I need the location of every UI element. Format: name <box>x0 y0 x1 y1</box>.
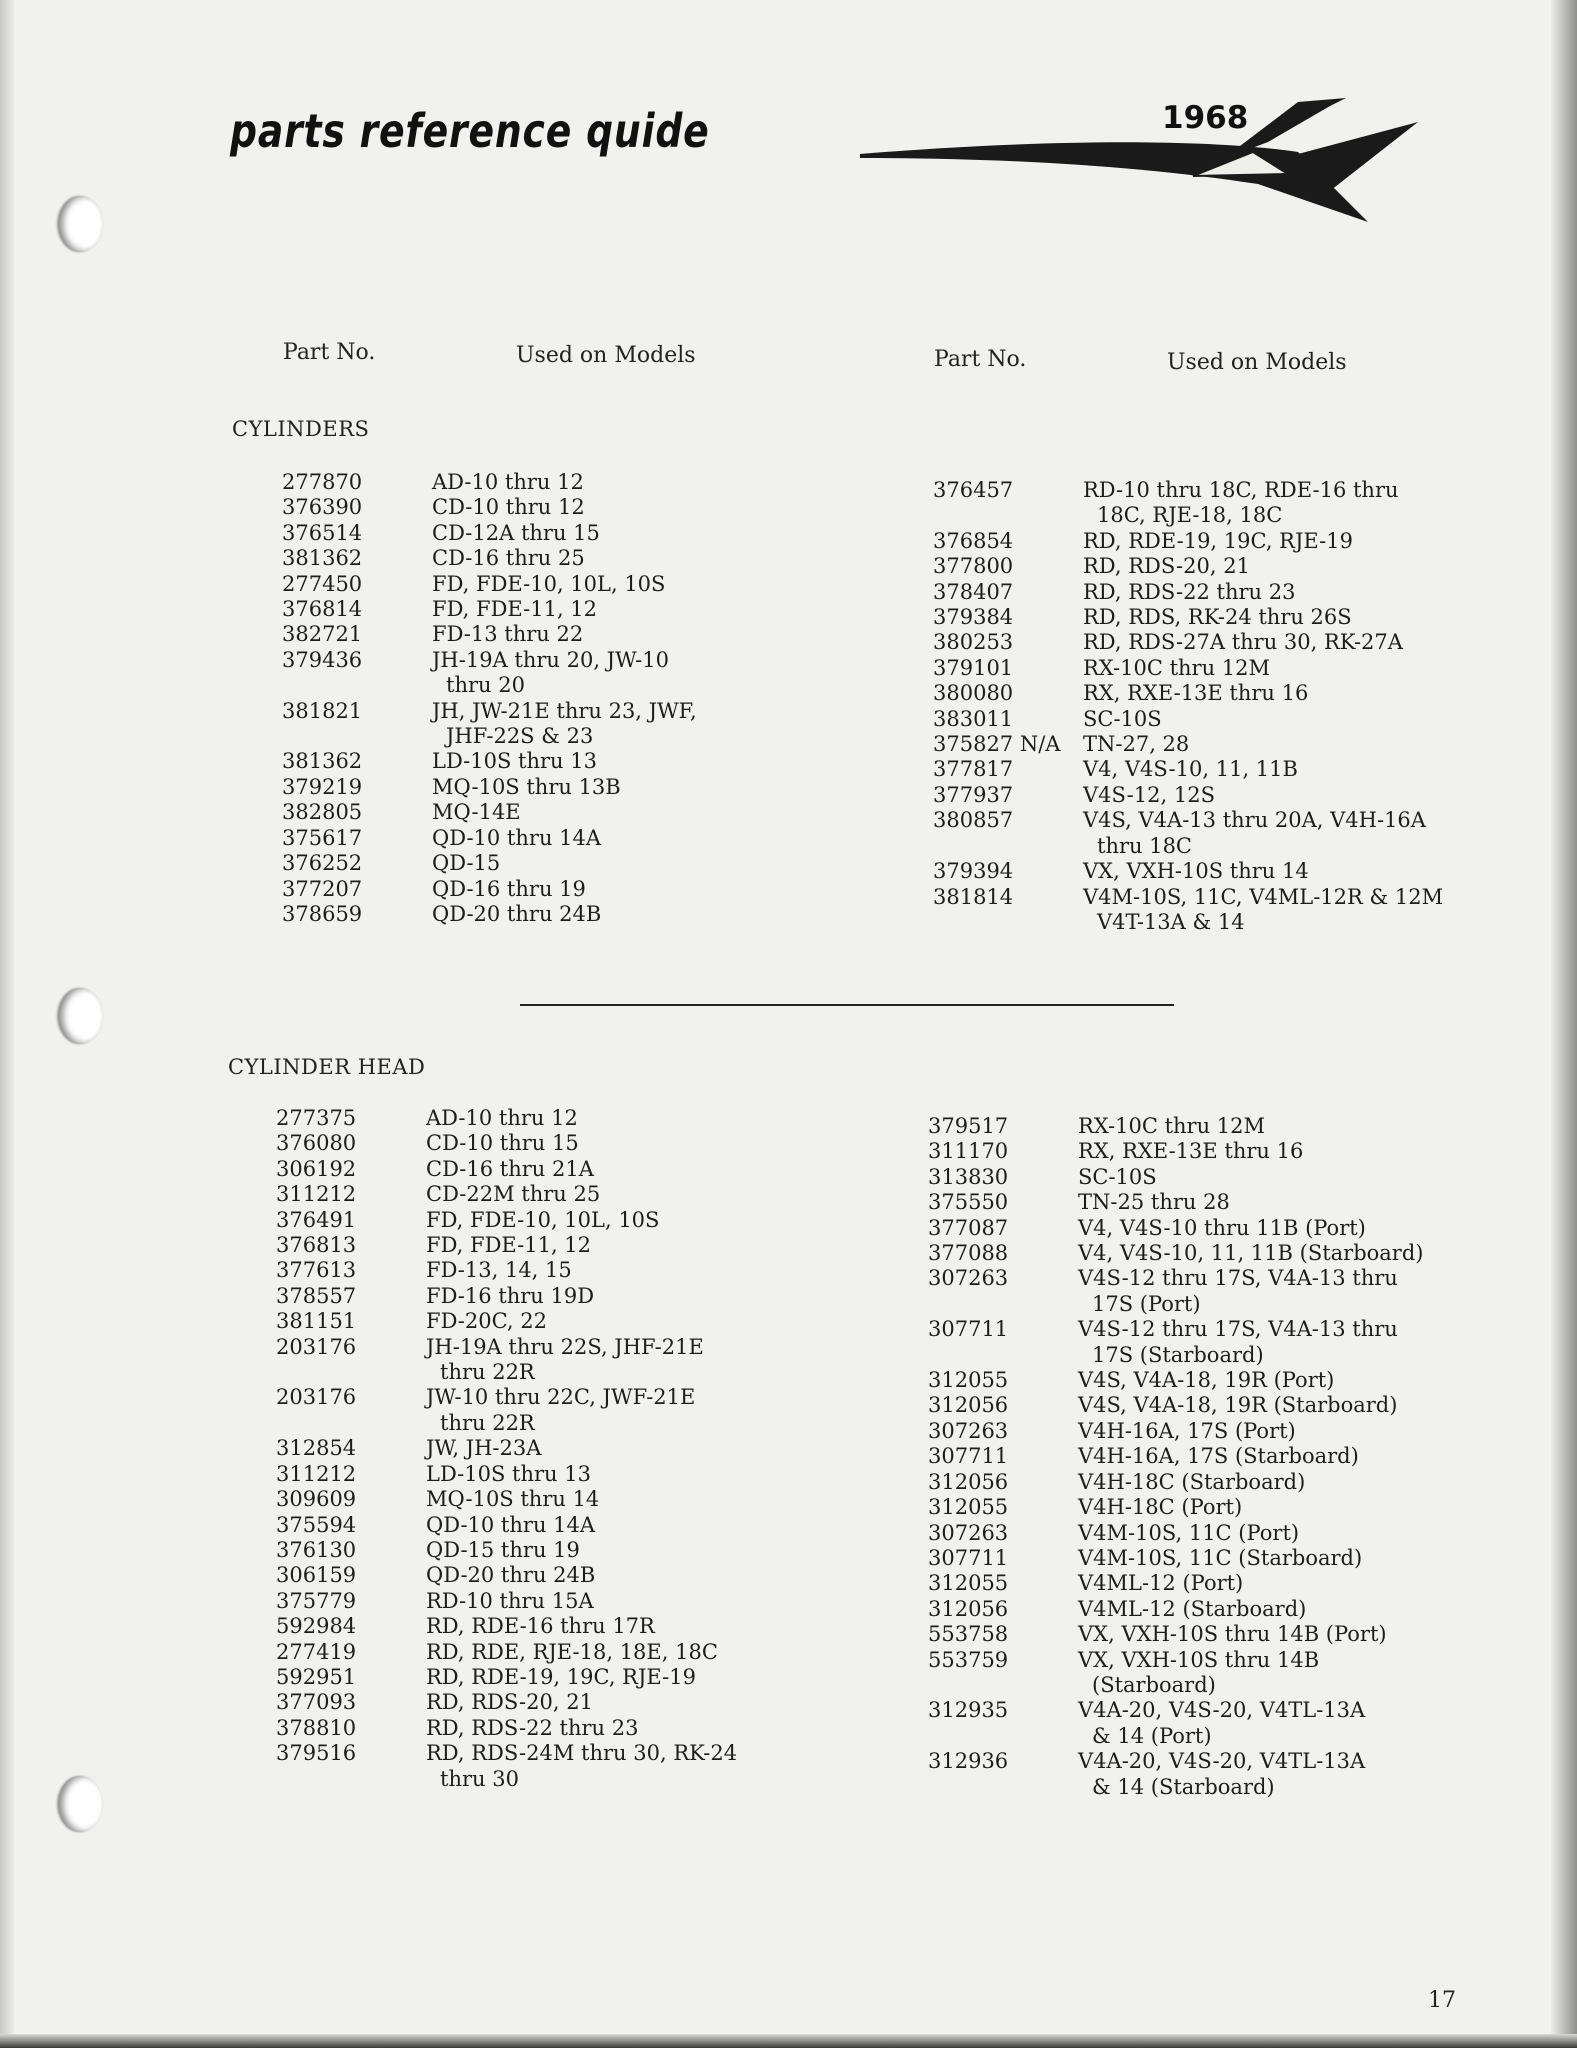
used-on-models: AD-10 thru 12 <box>432 470 584 494</box>
part-number <box>933 503 1083 528</box>
section-title-cylinder-head: CYLINDER HEAD <box>228 1055 426 1079</box>
part-number: 376252 <box>282 851 363 876</box>
part-number: 379517 <box>928 1114 1009 1138</box>
used-on-models: V4S-12 thru 17S, V4A-13 thru <box>1078 1266 1398 1291</box>
part-row <box>282 724 697 749</box>
part-row <box>282 699 697 724</box>
used-on-models: RD, RDS-20, 21 <box>1083 554 1250 579</box>
part-number: 311170 <box>928 1139 1009 1164</box>
part-number: 306159 <box>276 1563 357 1588</box>
part-number <box>276 1360 426 1385</box>
used-on-models: QD-15 <box>432 851 501 876</box>
part-number: 307711 <box>928 1444 1009 1469</box>
used-on-models: RD, RDE, RJE-18, 18E, 18C <box>426 1639 718 1664</box>
part-number: 377087 <box>928 1215 1009 1240</box>
used-on-models: V4M-10S, 11C (Starboard) <box>1078 1545 1363 1570</box>
part-number: 381362 <box>282 546 363 571</box>
part-number: 380857 <box>933 808 1014 833</box>
part-row <box>276 1716 737 1741</box>
part-number: 312936 <box>928 1749 1009 1774</box>
part-row <box>933 885 1443 910</box>
used-on-models: thru 22R <box>440 1410 535 1435</box>
part-number: 277419 <box>276 1639 357 1664</box>
part-number <box>276 1411 426 1436</box>
part-number: 307711 <box>928 1545 1009 1570</box>
part-number: 307263 <box>928 1520 1009 1545</box>
part-row <box>276 1589 737 1614</box>
used-on-models: RD, RDS-24M thru 30, RK-24 <box>426 1741 738 1766</box>
part-row <box>276 1741 737 1766</box>
used-on-models: & 14 (Port) <box>1092 1723 1212 1748</box>
part-number: 377800 <box>933 554 1014 579</box>
part-number: 376814 <box>282 597 363 622</box>
part-row <box>276 1436 737 1461</box>
swoosh-logo <box>858 92 1498 242</box>
used-on-models: CD-12A thru 15 <box>432 520 600 545</box>
used-on-models: (Starboard) <box>1092 1672 1216 1697</box>
part-row <box>928 1470 1424 1495</box>
part-row <box>928 1343 1424 1368</box>
part-number: 382721 <box>282 622 363 647</box>
page-left-edge <box>0 0 14 2048</box>
part-row <box>276 1309 737 1334</box>
used-on-models: QD-16 thru 19 <box>432 876 586 901</box>
used-on-models: RX, RXE-13E thru 16 <box>1078 1139 1304 1164</box>
part-row <box>276 1767 737 1792</box>
part-row <box>282 546 697 571</box>
part-number <box>928 1673 1078 1698</box>
part-row <box>933 834 1443 859</box>
used-on-models: FD-20C, 22 <box>426 1309 548 1334</box>
part-number: 376457 <box>933 478 1014 502</box>
part-number: 312055 <box>928 1495 1009 1520</box>
part-row <box>928 1216 1424 1241</box>
part-row <box>933 732 1443 757</box>
used-on-models: V4S, V4A-13 thru 20A, V4H-16A <box>1083 808 1426 833</box>
part-number: 277450 <box>282 571 363 596</box>
used-on-models: RD, RDE-19, 19C, RJE-19 <box>1083 528 1353 553</box>
used-on-models: SC-10S <box>1083 706 1162 731</box>
part-row <box>276 1182 737 1207</box>
binder-hole <box>58 1776 102 1832</box>
part-number: 375550 <box>928 1190 1009 1215</box>
used-on-models: V4ML-12 (Port) <box>1078 1571 1244 1596</box>
part-row <box>282 495 697 520</box>
used-on-models: RD, RDS-27A thru 30, RK-27A <box>1083 630 1403 655</box>
section-title-cylinders: CYLINDERS <box>232 417 370 441</box>
part-row <box>276 1462 737 1487</box>
part-number <box>282 724 432 749</box>
part-number: 203176 <box>276 1334 357 1359</box>
used-on-models: thru 20 <box>446 673 525 698</box>
part-number: 312055 <box>928 1368 1009 1393</box>
used-on-models: V4S, V4A-18, 19R (Starboard) <box>1078 1393 1398 1418</box>
part-row <box>282 521 697 546</box>
part-number: 375594 <box>276 1512 357 1537</box>
part-number: 378407 <box>933 579 1014 604</box>
part-number: 306192 <box>276 1156 357 1181</box>
used-on-models: RD, RDS, RK-24 thru 26S <box>1083 605 1352 630</box>
used-on-models: RX-10C thru 12M <box>1078 1114 1266 1138</box>
column-header-part-no: Part No. <box>283 340 376 365</box>
part-row <box>933 478 1443 503</box>
part-row <box>928 1571 1424 1596</box>
used-on-models: RD, RDE-16 thru 17R <box>426 1614 655 1639</box>
year-label: 1968 <box>1162 100 1249 136</box>
part-row <box>282 851 697 876</box>
used-on-models: V4H-16A, 17S (Port) <box>1078 1418 1296 1443</box>
part-number: 378557 <box>276 1283 357 1308</box>
used-on-models: RD-10 thru 15A <box>426 1588 594 1613</box>
part-number: 379384 <box>933 605 1014 630</box>
used-on-models: JHF-22S & 23 <box>446 724 594 749</box>
used-on-models: & 14 (Starboard) <box>1092 1774 1275 1799</box>
part-row <box>933 605 1443 630</box>
used-on-models: V4S-12 thru 17S, V4A-13 thru <box>1078 1317 1398 1342</box>
page-right-edge <box>1551 0 1577 2048</box>
part-number: 377937 <box>933 782 1014 807</box>
part-row <box>276 1131 737 1156</box>
part-row <box>933 757 1443 782</box>
part-row <box>282 749 697 774</box>
part-row <box>276 1513 737 1538</box>
used-on-models: thru 30 <box>440 1766 519 1791</box>
part-number: 376514 <box>282 520 363 545</box>
used-on-models: 18C, RJE-18, 18C <box>1097 503 1283 528</box>
part-number: 378659 <box>282 901 363 926</box>
part-number: 378810 <box>276 1715 357 1740</box>
used-on-models: VX, VXH-10S thru 14B (Port) <box>1078 1622 1387 1647</box>
part-row <box>276 1335 737 1360</box>
used-on-models: thru 22R <box>440 1360 535 1385</box>
part-row <box>276 1640 737 1665</box>
used-on-models: RD-10 thru 18C, RDE-16 thru <box>1083 478 1399 502</box>
part-row <box>276 1487 737 1512</box>
used-on-models: CD-10 thru 12 <box>432 495 585 520</box>
used-on-models: JW, JH-23A <box>426 1436 542 1461</box>
used-on-models: CD-16 thru 25 <box>432 546 585 571</box>
part-row <box>928 1546 1424 1571</box>
part-row <box>276 1614 737 1639</box>
used-on-models: V4M-10S, 11C, V4ML-12R & 12M <box>1083 884 1444 909</box>
used-on-models: V4S, V4A-18, 19R (Port) <box>1078 1368 1335 1393</box>
part-number: 379394 <box>933 859 1014 884</box>
part-number <box>928 1292 1078 1317</box>
part-number: 592951 <box>276 1664 357 1689</box>
part-number: 381814 <box>933 884 1014 909</box>
part-row <box>933 783 1443 808</box>
part-row <box>933 554 1443 579</box>
binder-hole <box>58 196 102 252</box>
used-on-models: 17S (Port) <box>1092 1291 1201 1316</box>
used-on-models: V4S-12, 12S <box>1083 782 1215 807</box>
part-row <box>928 1317 1424 1342</box>
used-on-models: 17S (Starboard) <box>1092 1342 1264 1367</box>
part-number: 377088 <box>928 1241 1009 1266</box>
part-number <box>933 910 1083 935</box>
column-header-used-on-models: Used on Models <box>1167 350 1347 375</box>
used-on-models: LD-10S thru 13 <box>432 749 597 774</box>
part-number: 277870 <box>282 470 363 494</box>
part-number: 377093 <box>276 1690 357 1715</box>
part-number: 381151 <box>276 1309 357 1334</box>
part-row <box>928 1597 1424 1622</box>
part-number: 376854 <box>933 528 1014 553</box>
used-on-models: V4A-20, V4S-20, V4TL-13A <box>1078 1698 1366 1723</box>
part-number: 376491 <box>276 1207 357 1232</box>
part-number: 312854 <box>276 1436 357 1461</box>
part-number: 553758 <box>928 1622 1009 1647</box>
used-on-models: V4H-16A, 17S (Starboard) <box>1078 1444 1359 1469</box>
used-on-models: thru 18C <box>1097 833 1192 858</box>
part-number: 382805 <box>282 800 363 825</box>
page-bottom-edge <box>0 2034 1577 2048</box>
used-on-models: RD, RDE-19, 19C, RJE-19 <box>426 1664 696 1689</box>
used-on-models: FD-13 thru 22 <box>432 622 584 647</box>
used-on-models: AD-10 thru 12 <box>426 1106 578 1130</box>
part-number: 313830 <box>928 1164 1009 1189</box>
part-number: 311212 <box>276 1461 357 1486</box>
used-on-models: TN-25 thru 28 <box>1078 1190 1230 1215</box>
used-on-models: JW-10 thru 22C, JWF-21E <box>426 1385 696 1410</box>
used-on-models: QD-20 thru 24B <box>426 1563 596 1588</box>
part-row <box>276 1411 737 1436</box>
cylinders-right-list <box>933 478 1443 935</box>
part-row <box>928 1673 1424 1698</box>
part-row <box>928 1266 1424 1291</box>
part-row <box>933 656 1443 681</box>
part-number: 376130 <box>276 1537 357 1562</box>
part-number: 592984 <box>276 1614 357 1639</box>
used-on-models: V4, V4S-10, 11, 11B <box>1083 757 1298 782</box>
part-number: 380253 <box>933 630 1014 655</box>
part-row <box>282 648 697 673</box>
used-on-models: RD, RDS-22 thru 23 <box>1083 579 1296 604</box>
used-on-models: CD-10 thru 15 <box>426 1131 579 1156</box>
part-number: 312935 <box>928 1698 1009 1723</box>
used-on-models: V4, V4S-10, 11, 11B (Starboard) <box>1078 1241 1424 1266</box>
part-number: 277375 <box>276 1106 357 1130</box>
part-row <box>928 1114 1424 1139</box>
part-row <box>282 597 697 622</box>
part-row <box>276 1208 737 1233</box>
part-row <box>933 580 1443 605</box>
cylinder-head-left-list <box>276 1106 737 1792</box>
part-row <box>933 503 1443 528</box>
part-row <box>928 1622 1424 1647</box>
used-on-models: MQ-14E <box>432 800 521 825</box>
part-row <box>276 1157 737 1182</box>
part-row <box>928 1292 1424 1317</box>
used-on-models: FD, FDE-11, 12 <box>426 1233 592 1258</box>
page-number: 17 <box>1428 1988 1456 2013</box>
used-on-models: QD-15 thru 19 <box>426 1537 580 1562</box>
part-row <box>933 910 1443 935</box>
part-number <box>276 1767 426 1792</box>
part-number: 379436 <box>282 647 363 672</box>
part-row <box>933 630 1443 655</box>
cylinders-left-list <box>282 470 697 927</box>
part-number: 379516 <box>276 1741 357 1766</box>
part-number: 312056 <box>928 1469 1009 1494</box>
used-on-models: FD, FDE-11, 12 <box>432 597 598 622</box>
used-on-models: FD, FDE-10, 10L, 10S <box>426 1207 660 1232</box>
used-on-models: VX, VXH-10S thru 14 <box>1083 859 1309 884</box>
part-number: 381821 <box>282 698 363 723</box>
part-row <box>276 1106 737 1131</box>
part-number <box>928 1343 1078 1368</box>
part-row <box>933 529 1443 554</box>
part-row <box>933 681 1443 706</box>
used-on-models: TN-27, 28 <box>1083 732 1190 757</box>
part-row <box>933 859 1443 884</box>
part-row <box>928 1165 1424 1190</box>
part-row <box>282 470 697 495</box>
part-number: 380080 <box>933 681 1014 706</box>
used-on-models: V4A-20, V4S-20, V4TL-13A <box>1078 1749 1366 1774</box>
part-number: 307711 <box>928 1317 1009 1342</box>
part-row <box>282 902 697 927</box>
part-row <box>928 1749 1424 1774</box>
used-on-models: V4T-13A & 14 <box>1097 909 1245 934</box>
part-number: 375779 <box>276 1588 357 1613</box>
part-row <box>282 572 697 597</box>
part-row <box>928 1368 1424 1393</box>
used-on-models: FD, FDE-10, 10L, 10S <box>432 571 666 596</box>
part-row <box>928 1444 1424 1469</box>
part-row <box>928 1139 1424 1164</box>
part-number: 383011 <box>933 706 1014 731</box>
part-number: 203176 <box>276 1385 357 1410</box>
part-number: 377817 <box>933 757 1014 782</box>
used-on-models: JH, JW-21E thru 23, JWF, <box>432 698 697 723</box>
part-number <box>282 673 432 698</box>
used-on-models: RD, RDS-22 thru 23 <box>426 1715 639 1740</box>
part-row <box>928 1190 1424 1215</box>
column-header-part-no: Part No. <box>934 347 1027 372</box>
part-number: 376813 <box>276 1233 357 1258</box>
part-row <box>928 1419 1424 1444</box>
part-row <box>933 707 1443 732</box>
used-on-models: RX, RXE-13E thru 16 <box>1083 681 1309 706</box>
part-number: 309609 <box>276 1487 357 1512</box>
used-on-models: MQ-10S thru 13B <box>432 774 621 799</box>
part-number: 307263 <box>928 1266 1009 1291</box>
part-row <box>276 1665 737 1690</box>
used-on-models: CD-22M thru 25 <box>426 1182 601 1207</box>
part-number: 379219 <box>282 774 363 799</box>
used-on-models: CD-16 thru 21A <box>426 1156 594 1181</box>
page-title: parts reference quide <box>230 104 710 158</box>
part-row <box>282 673 697 698</box>
logo-swoosh-shape <box>860 142 1368 222</box>
part-row <box>928 1724 1424 1749</box>
cylinder-head-right-list <box>928 1114 1424 1800</box>
used-on-models: V4H-18C (Starboard) <box>1078 1469 1306 1494</box>
used-on-models: FD-13, 14, 15 <box>426 1258 572 1283</box>
part-row <box>276 1385 737 1410</box>
part-row <box>928 1495 1424 1520</box>
part-number: 377613 <box>276 1258 357 1283</box>
part-number: 375617 <box>282 825 363 850</box>
part-number <box>928 1775 1078 1800</box>
part-number: 311212 <box>276 1182 357 1207</box>
used-on-models: RX-10C thru 12M <box>1083 655 1271 680</box>
part-row <box>928 1775 1424 1800</box>
part-number: 375827 N/A <box>933 732 1061 757</box>
part-row <box>276 1258 737 1283</box>
part-number: 553759 <box>928 1647 1009 1672</box>
used-on-models: V4ML-12 (Starboard) <box>1078 1596 1307 1621</box>
used-on-models: JH-19A thru 22S, JHF-21E <box>426 1334 704 1359</box>
part-number: 307263 <box>928 1418 1009 1443</box>
part-row <box>276 1284 737 1309</box>
used-on-models: LD-10S thru 13 <box>426 1461 591 1486</box>
part-number: 312056 <box>928 1393 1009 1418</box>
used-on-models: JH-19A thru 20, JW-10 <box>432 647 669 672</box>
part-number <box>933 834 1083 859</box>
used-on-models: RD, RDS-20, 21 <box>426 1690 593 1715</box>
used-on-models: MQ-10S thru 14 <box>426 1487 600 1512</box>
used-on-models: V4H-18C (Port) <box>1078 1495 1243 1520</box>
part-row <box>282 877 697 902</box>
part-number: 312056 <box>928 1596 1009 1621</box>
part-number: 377207 <box>282 876 363 901</box>
used-on-models: FD-16 thru 19D <box>426 1283 595 1308</box>
part-row <box>928 1648 1424 1673</box>
part-row <box>282 800 697 825</box>
used-on-models: SC-10S <box>1078 1164 1157 1189</box>
part-row <box>933 808 1443 833</box>
column-header-used-on-models: Used on Models <box>516 343 696 368</box>
part-row <box>282 826 697 851</box>
part-number: 376390 <box>282 495 363 520</box>
used-on-models: V4M-10S, 11C (Port) <box>1078 1520 1300 1545</box>
part-row <box>276 1233 737 1258</box>
part-row <box>282 622 697 647</box>
used-on-models: QD-10 thru 14A <box>426 1512 596 1537</box>
part-row <box>276 1690 737 1715</box>
part-row <box>282 775 697 800</box>
used-on-models: VX, VXH-10S thru 14B <box>1078 1647 1320 1672</box>
used-on-models: QD-20 thru 24B <box>432 901 602 926</box>
part-row <box>928 1393 1424 1418</box>
used-on-models: QD-10 thru 14A <box>432 825 602 850</box>
part-row <box>928 1521 1424 1546</box>
part-number <box>928 1724 1078 1749</box>
part-row <box>276 1360 737 1385</box>
part-row <box>276 1538 737 1563</box>
part-number: 312055 <box>928 1571 1009 1596</box>
part-number: 379101 <box>933 655 1014 680</box>
binder-hole <box>58 988 102 1044</box>
part-row <box>928 1698 1424 1723</box>
part-number: 381362 <box>282 749 363 774</box>
part-row <box>276 1563 737 1588</box>
part-number: 376080 <box>276 1131 357 1156</box>
section-divider <box>520 1004 1174 1006</box>
part-row <box>928 1241 1424 1266</box>
used-on-models: V4, V4S-10 thru 11B (Port) <box>1078 1215 1366 1240</box>
